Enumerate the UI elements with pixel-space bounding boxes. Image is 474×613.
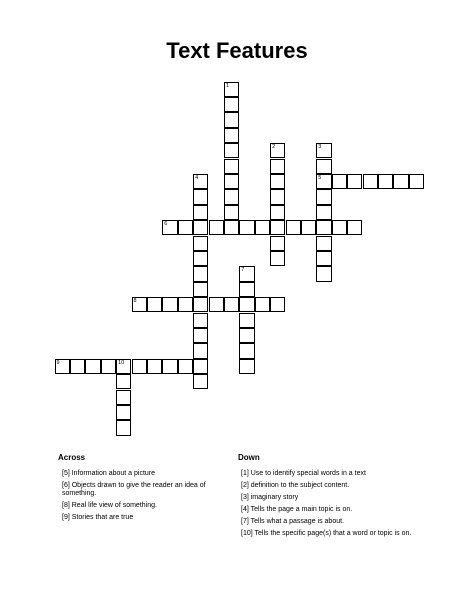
crossword-cell[interactable] (270, 236, 285, 251)
crossword-cell[interactable] (162, 297, 177, 312)
clue-item-text: imaginary story (248, 494, 299, 501)
clue-item (62, 514, 232, 522)
crossword-cell[interactable] (178, 359, 193, 374)
crossword-cell[interactable] (239, 328, 254, 343)
crossword-cell[interactable] (270, 189, 285, 204)
crossword-cell[interactable] (393, 174, 408, 189)
clue-item-number: [4] (241, 506, 249, 513)
crossword-cell[interactable] (209, 297, 224, 312)
crossword-cell[interactable] (116, 420, 131, 435)
crossword-cell[interactable] (332, 174, 347, 189)
clue-item (241, 482, 416, 490)
crossword-cell[interactable] (332, 220, 347, 235)
crossword-cell[interactable] (224, 159, 239, 174)
crossword-cell[interactable] (270, 174, 285, 189)
crossword-cell[interactable] (85, 359, 100, 374)
down-clue-list (241, 470, 416, 542)
down-heading: Down (238, 453, 260, 462)
crossword-cell[interactable] (116, 390, 131, 405)
clue-item-text: Tells the specific page(s) that a word or topic is on. (252, 530, 412, 537)
crossword-cell[interactable] (193, 266, 208, 281)
crossword-cell[interactable] (347, 220, 362, 235)
crossword-cell[interactable] (224, 112, 239, 127)
clue-number: 3 (318, 144, 322, 151)
clue-item (241, 518, 416, 526)
clue-item (241, 494, 416, 502)
crossword-cell[interactable] (239, 359, 254, 374)
crossword-cell[interactable] (193, 359, 208, 374)
clue-item-number: [10] (241, 530, 253, 537)
crossword-cell[interactable] (316, 189, 331, 204)
clue-item (62, 470, 232, 478)
clue-item-number: [9] (62, 514, 70, 522)
crossword-cell[interactable] (224, 143, 239, 158)
crossword-cell[interactable] (147, 359, 162, 374)
crossword-cell[interactable] (301, 220, 316, 235)
crossword-cell[interactable] (224, 189, 239, 204)
crossword-cell[interactable] (316, 251, 331, 266)
crossword-cell[interactable] (224, 220, 239, 235)
crossword-cell[interactable] (70, 359, 85, 374)
crossword-cell[interactable] (316, 266, 331, 281)
clue-item-number: [7] (241, 518, 249, 525)
crossword-cell[interactable] (409, 174, 424, 189)
clue-item-number: [2] (241, 482, 249, 489)
crossword-cell[interactable] (132, 297, 147, 312)
crossword-cell[interactable] (116, 359, 131, 374)
crossword-cell[interactable] (316, 236, 331, 251)
crossword-cell[interactable] (224, 82, 239, 97)
crossword-cell[interactable] (270, 159, 285, 174)
crossword-cell[interactable] (193, 297, 208, 312)
crossword-cell[interactable] (224, 128, 239, 143)
crossword-cell[interactable] (193, 343, 208, 358)
clue-item (241, 506, 416, 514)
clue-item-number: [3] (241, 494, 249, 501)
clue-item-text: Objects drawn to give the reader an idea of something. (62, 482, 206, 498)
crossword-cell[interactable] (162, 359, 177, 374)
crossword-cell[interactable] (193, 220, 208, 235)
clue-item (241, 470, 416, 478)
crossword-cell[interactable] (162, 220, 177, 235)
crossword-cell[interactable] (193, 189, 208, 204)
crossword-cell[interactable] (209, 220, 224, 235)
crossword-cell[interactable] (178, 220, 193, 235)
clue-item (62, 482, 232, 499)
crossword-cell[interactable] (255, 297, 270, 312)
clue-item-text: definition to the subject content. (248, 482, 350, 489)
crossword-cell[interactable] (239, 313, 254, 328)
crossword-cell[interactable] (101, 359, 116, 374)
clue-item-number: [5] (62, 470, 70, 477)
crossword-cell[interactable] (239, 297, 254, 312)
crossword-cell[interactable] (193, 374, 208, 389)
crossword-cell[interactable] (378, 174, 393, 189)
crossword-cell[interactable] (270, 143, 285, 158)
page-title: Text Features (166, 38, 308, 63)
crossword-cell[interactable] (55, 359, 70, 374)
crossword-cell[interactable] (224, 174, 239, 189)
clue-number: 4 (195, 174, 199, 181)
clue-number: 1 (225, 82, 229, 89)
crossword-cell[interactable] (116, 374, 131, 389)
clue-item-text: Tells the page a main topic is on. (248, 506, 353, 513)
clue-item-text: Information about a picture (69, 470, 156, 477)
crossword-cell[interactable] (316, 159, 331, 174)
crossword-cell[interactable] (347, 174, 362, 189)
clue-number: 2 (272, 144, 276, 151)
clue-number: 10 (118, 359, 125, 366)
clue-number: 8 (133, 298, 137, 305)
crossword-cell[interactable] (270, 205, 285, 220)
across-clue-list (62, 470, 232, 526)
crossword-cell[interactable] (270, 251, 285, 266)
crossword-cell[interactable] (193, 205, 208, 220)
clue-item (241, 530, 416, 538)
clue-item-text: Real life view of something. (69, 502, 157, 510)
clue-number: 5 (318, 174, 322, 181)
clue-item-number: [8] (62, 502, 70, 510)
clue-item-text: Stories that are true (69, 514, 134, 522)
crossword-cell[interactable] (193, 328, 208, 343)
clue-number: 9 (56, 359, 60, 366)
crossword-cell[interactable] (316, 205, 331, 220)
crossword-cell[interactable] (270, 297, 285, 312)
clue-number: 7 (241, 267, 245, 274)
crossword-cell[interactable] (316, 220, 331, 235)
crossword-cell[interactable] (239, 266, 254, 281)
crossword-cell[interactable] (116, 405, 131, 420)
crossword-cell[interactable] (363, 174, 378, 189)
crossword-cell[interactable] (193, 251, 208, 266)
clue-item-text: Tells what a passage is about. (248, 518, 345, 525)
across-heading: Across (58, 453, 86, 462)
crossword-cell[interactable] (316, 174, 331, 189)
crossword-cell[interactable] (132, 359, 147, 374)
crossword-cell[interactable] (193, 174, 208, 189)
crossword-cell[interactable] (224, 205, 239, 220)
crossword-cell[interactable] (193, 282, 208, 297)
crossword-cell[interactable] (224, 297, 239, 312)
crossword-cell[interactable] (239, 220, 254, 235)
crossword-cell[interactable] (147, 297, 162, 312)
crossword-cell[interactable] (193, 236, 208, 251)
clue-item-text: Use to identify special words in a text (248, 470, 366, 477)
crossword-cell[interactable] (224, 97, 239, 112)
clue-item-number: [1] (241, 470, 249, 477)
clue-item-number: [6] (62, 482, 70, 489)
crossword-cell[interactable] (286, 220, 301, 235)
crossword-cell[interactable] (239, 282, 254, 297)
crossword-cell[interactable] (239, 343, 254, 358)
clue-number: 6 (164, 221, 168, 228)
crossword-cell[interactable] (316, 143, 331, 158)
crossword-cell[interactable] (255, 220, 270, 235)
crossword-cell[interactable] (193, 313, 208, 328)
crossword-cell[interactable] (270, 220, 285, 235)
crossword-cell[interactable] (178, 297, 193, 312)
clue-item (62, 502, 232, 510)
